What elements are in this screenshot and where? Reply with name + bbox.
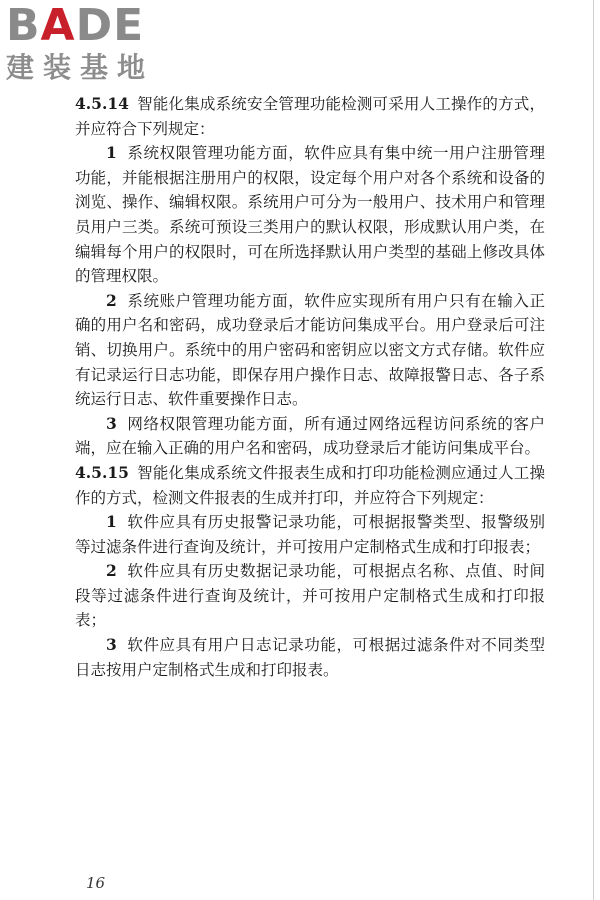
item-text: 系统账户管理功能方面，软件应实现所有用户只有在输入正确的用户名和密码，成功登录后才能访问集成平台。用户登录后可注销、切换用户。系统中的用户密码和密钥应以密文方式存储。软件应有记录运行日志功能，即保存用户操作日志、故障报警日志、各子系统运行日志、软件重要操作日志。	[75, 291, 545, 409]
logo-wordmark	[6, 0, 181, 51]
clause-text: 智能化集成系统安全管理功能检测可采用人工操作的方式，并应符合下列规定：	[75, 95, 545, 138]
logo-letters-de: DE	[75, 0, 145, 51]
item-number: 1	[106, 512, 117, 532]
logo-subtitle: 建装基地	[6, 51, 155, 84]
item-number: 1	[106, 143, 117, 163]
item-number: 2	[106, 561, 117, 581]
item-text: 系统权限管理功能方面，软件应具有集中统一用户注册管理功能，并能根据注册用户的权限，设定每个用户对各个系统和设备的浏览、操作、编辑权限。系统用户可分为一般用户、技术用户和管理员用户三类。系统可预设三类用户的默认权限，形成默认用户类，在编辑每个用户的权限时，可在所选择默认用户类型的基础上修改具体的管理权限。	[75, 144, 545, 286]
clause-item	[75, 141, 545, 289]
bade-logo	[6, 0, 181, 92]
page-edge-divider	[593, 0, 594, 900]
item-number: 3	[106, 635, 117, 655]
logo-letter-a: A	[40, 0, 76, 51]
item-number: 2	[106, 290, 117, 310]
item-text: 软件应具有用户日志记录功能，可根据过滤条件对不同类型日志按用户定制格式生成和打印报表。	[75, 636, 545, 679]
clause-item	[75, 412, 545, 461]
clause-4-5-14	[75, 92, 545, 141]
item-text: 网络权限管理功能方面，所有通过网络远程访问系统的客户端，应在输入正确的用户名和密码，成功登录后才能访问集成平台。	[75, 414, 545, 458]
document-body	[75, 92, 545, 682]
logo-letter-b: B	[6, 0, 41, 51]
item-text: 软件应具有历史报警记录功能，可根据报警类型、报警级别等过滤条件进行查询及统计，并可按用户定制格式生成和打印报表；	[75, 513, 545, 556]
clause-item	[75, 510, 545, 559]
page-number: 16	[86, 874, 106, 892]
item-number: 3	[106, 413, 117, 433]
clause-number: 4.5.14	[75, 94, 129, 113]
clause-number: 4.5.15	[75, 462, 129, 482]
item-text: 软件应具有历史数据记录功能，可根据点名称、点值、时间段等过滤条件进行查询及统计，并可按用户定制格式生成和打印报表；	[75, 562, 545, 630]
clause-item	[75, 559, 545, 633]
clause-item	[75, 633, 545, 682]
clause-item	[75, 289, 545, 412]
clause-text: 智能化集成系统文件报表生成和打印功能检测应通过人工操作的方式，检测文件报表的生成并打印，并应符合下列规定：	[75, 463, 545, 507]
clause-4-5-15	[75, 461, 545, 510]
